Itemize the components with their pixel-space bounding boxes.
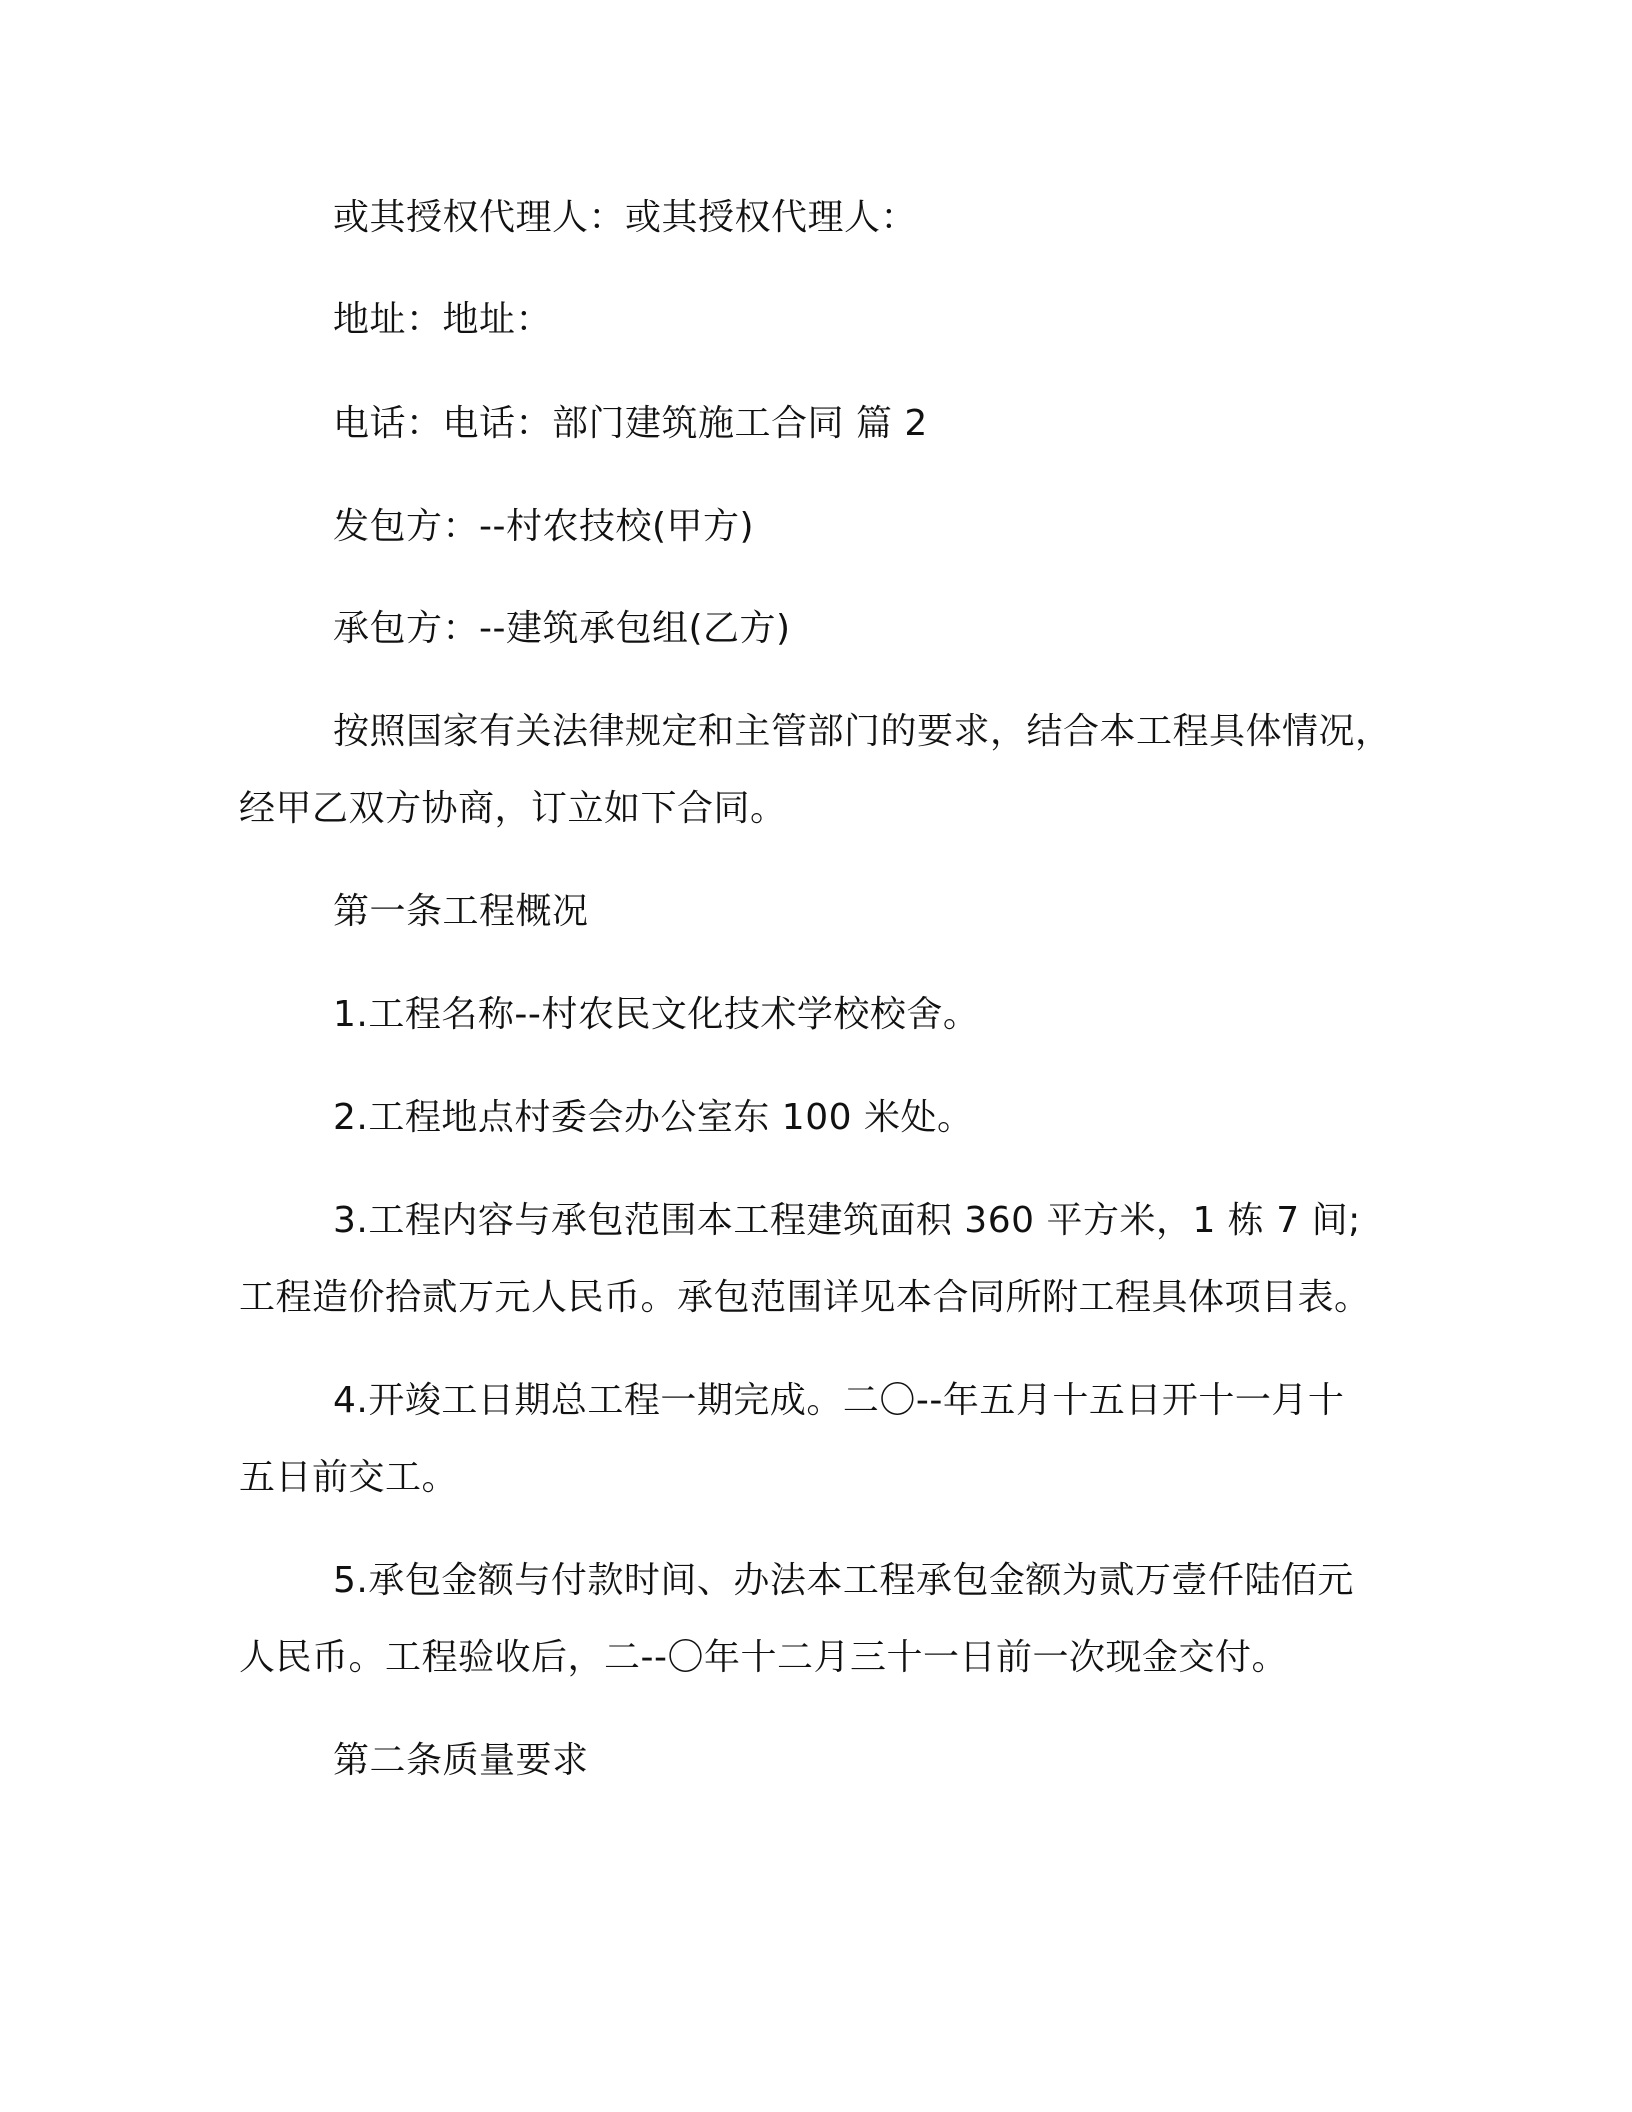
- phone-line: 电话：电话：部门建筑施工合同 篇 2: [333, 403, 928, 444]
- employer-line: 发包方：--村农技校(甲方): [333, 506, 755, 547]
- item-3-line-2: 工程造价拾贰万元人民币。承包范围详见本合同所附工程具体项目表。: [239, 1277, 1371, 1318]
- item-4-line-2: 五日前交工。: [239, 1457, 459, 1498]
- preamble-line-1: 按照国家有关法律规定和主管部门的要求，结合本工程具体情况，: [333, 711, 1392, 752]
- item-3-line-1: 3.工程内容与承包范围本工程建筑面积 360 平方米，1 栋 7 间;: [333, 1200, 1361, 1241]
- item-4-line-1: 4.开竣工日期总工程一期完成。二〇--年五月十五日开十一月十: [333, 1380, 1345, 1421]
- preamble-line-2: 经甲乙双方协商，订立如下合同。: [239, 788, 787, 829]
- article-1-heading: 第一条工程概况: [333, 891, 589, 932]
- item-5-line-1: 5.承包金额与付款时间、办法本工程承包金额为贰万壹仟陆佰元: [333, 1560, 1354, 1601]
- item-1-line: 1.工程名称--村农民文化技术学校校舍。: [333, 994, 980, 1035]
- address-line: 地址：地址：: [333, 299, 553, 340]
- item-5-line-2: 人民币。工程验收后，二--〇年十二月三十一日前一次现金交付。: [239, 1637, 1288, 1678]
- article-2-heading: 第二条质量要求: [333, 1740, 589, 1781]
- contractor-line: 承包方：--建筑承包组(乙方): [333, 608, 791, 649]
- agent-line: 或其授权代理人：或其授权代理人：: [333, 197, 918, 238]
- item-2-line: 2.工程地点村委会办公室东 100 米处。: [333, 1097, 974, 1138]
